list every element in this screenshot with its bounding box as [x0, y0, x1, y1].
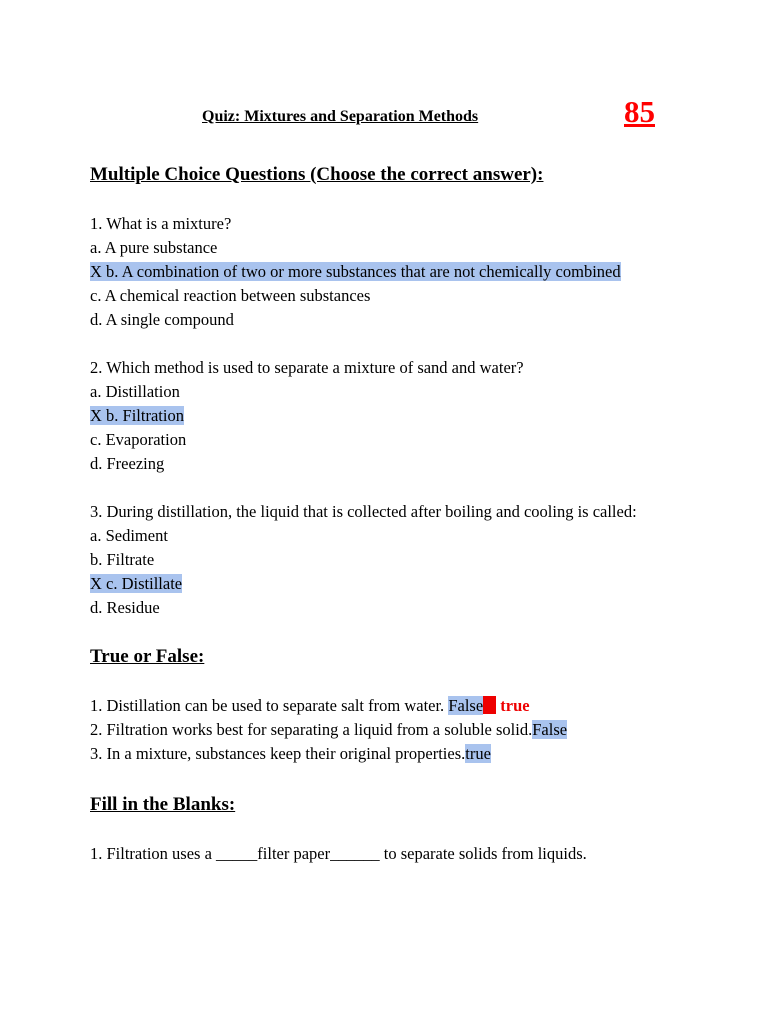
- selected-answer-highlight: X b. A combination of two or more substances that are not chemically combined: [90, 262, 621, 281]
- mcq-heading: Multiple Choice Questions (Choose the correct answer):: [90, 164, 544, 185]
- tf-item-2: [90, 720, 567, 740]
- q1-option-d: d. A single compound: [90, 310, 234, 329]
- q3-option-d: d. Residue: [90, 598, 160, 617]
- q3-option-b: b. Filtrate: [90, 550, 155, 569]
- tf-statement: 2. Filtration works best for separating a liquid from a soluble solid.: [90, 720, 533, 739]
- tf-correction: true: [500, 696, 530, 715]
- q2-option-d: d. Freezing: [90, 454, 165, 473]
- true-false-heading: True or False:: [90, 646, 205, 667]
- selected-answer-highlight: X c. Distillate: [90, 574, 183, 593]
- question-2: 2. Which method is used to separate a mixture of sand and water?: [90, 358, 524, 377]
- tf-statement: 3. In a mixture, substances keep their original properties.: [90, 744, 466, 763]
- q3-option-a: a. Sediment: [90, 526, 168, 545]
- quiz-title: Quiz: Mixtures and Separation Methods: [202, 108, 479, 125]
- grade-score: 85: [624, 94, 655, 129]
- tf-statement: 1. Distillation can be used to separate salt from water.: [90, 696, 449, 715]
- wrong-mark-box: [483, 696, 496, 714]
- selected-answer-highlight: X b. Filtration: [90, 406, 184, 425]
- question-3: 3. During distillation, the liquid that is collected after boiling and cooling is called:: [90, 502, 637, 521]
- tf-answer: False: [532, 720, 568, 739]
- q2-option-c: c. Evaporation: [90, 430, 187, 449]
- q1-option-a: a. A pure substance: [90, 238, 218, 257]
- tf-item-3: [90, 744, 491, 764]
- q3-option-c-selected: [90, 574, 182, 594]
- q1-option-c: c. A chemical reaction between substances: [90, 286, 371, 305]
- question-1: 1. What is a mixture?: [90, 214, 232, 233]
- q2-option-b-selected: [90, 406, 184, 426]
- q1-option-b-selected: [90, 262, 621, 282]
- fill-blanks-heading: Fill in the Blanks:: [90, 794, 236, 815]
- tf-answer: False: [448, 696, 484, 715]
- tf-answer: true: [465, 744, 491, 763]
- q2-option-a: a. Distillation: [90, 382, 180, 401]
- tf-item-1: [90, 696, 530, 716]
- fill-blank-item-1: 1. Filtration uses a _____filter paper______ to separate solids from liquids.: [90, 844, 587, 863]
